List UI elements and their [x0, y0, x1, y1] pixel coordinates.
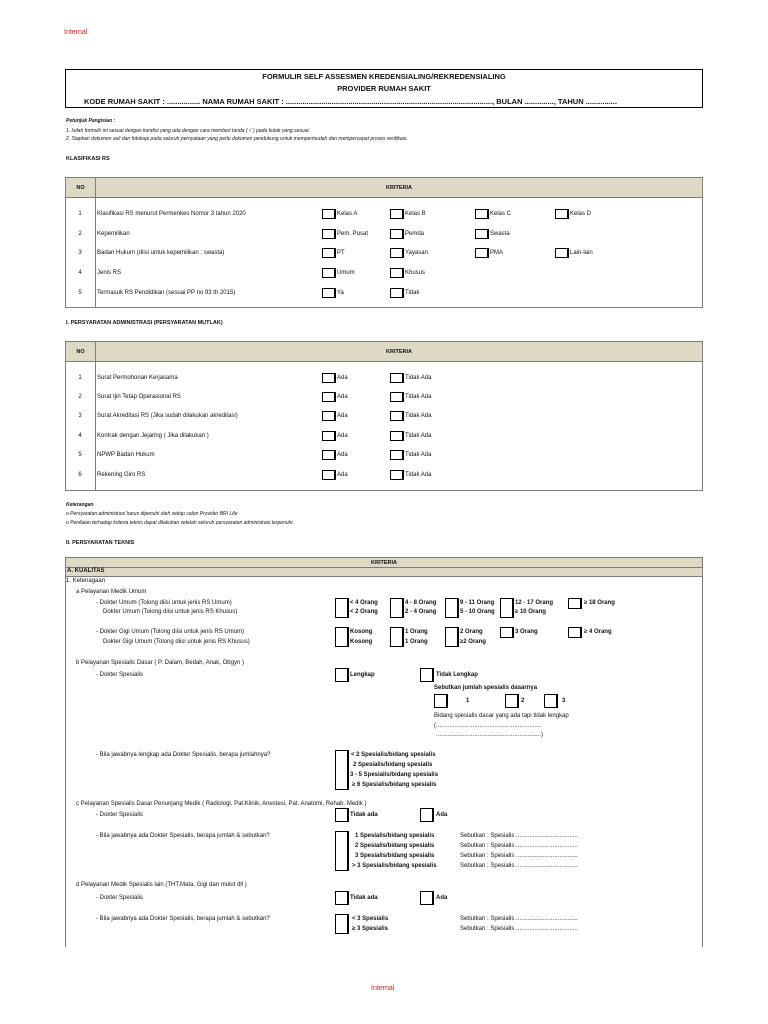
checkbox-group-dokter-gigi[interactable] [445, 627, 459, 647]
checkbox-ada[interactable]: Ada [322, 431, 348, 441]
option-label: Ada [436, 812, 448, 818]
checkbox-tidak-ada[interactable] [335, 808, 349, 822]
checkbox-jumlah-1[interactable] [434, 694, 448, 708]
row-number: 4 [78, 270, 82, 276]
option-label: 2 Orang [460, 629, 483, 635]
option-label: Tidak Lengkap [436, 672, 478, 678]
col-kriteria: KRITERIA [386, 348, 412, 355]
administrasi-table-header [65, 341, 703, 362]
checkbox-3-orang[interactable] [500, 627, 514, 638]
checkbox-jumlah-3[interactable] [544, 694, 558, 708]
option-label: ≥2 Orang [460, 639, 486, 645]
bidang-spesialis-label: Bidang spesialis dasar yang ada tapi tidak lengkap [434, 713, 569, 719]
row-number: 4 [78, 433, 82, 439]
option-label: 1 Orang [405, 629, 428, 635]
col-no: NO [66, 178, 96, 197]
option-label: Ada [436, 895, 448, 901]
checkbox-ada[interactable]: Ada [322, 470, 348, 480]
option-label: 3 Spesialis/bidang spesialis [355, 853, 435, 859]
dokter-gigi-rs-khusus: Dokter Gigi Umum (Tolong diisi untuk jenis RS Khusus) [103, 639, 250, 645]
row-number: 2 [78, 231, 82, 237]
option-label: 3 - 5 Spesialis/bidang spesialis [350, 772, 439, 778]
row-text: Badan Hukum (diisi untuk kepemilikan : swasta) [97, 250, 225, 256]
checkbox-group-spesialis-lain[interactable] [335, 914, 349, 934]
option-label: ≥ 6 Spesialis/bidang spesialis [352, 782, 437, 788]
option-label: Kosong [350, 629, 373, 635]
option-label: 9 - 11 Orang [460, 600, 495, 606]
option-label: Lengkap [350, 672, 375, 678]
checkbox-tidak-ada[interactable]: Tidak Ada [390, 431, 431, 441]
dokter-umum-rs-khusus: Dokter Umum (Tolong diisi untuk jenis RS Khusus) [103, 609, 238, 615]
jumlah-spesialis-question: - Bila jawabnya ada Dokter Spesialis, berapa jumlah & sebutkan? [96, 833, 270, 839]
sebutkan-field[interactable]: Sebutkan : Spesialis ..................................... [460, 853, 578, 859]
row-text: Surat Permohonan Kerjasama [97, 375, 178, 381]
option-label: 1 [466, 698, 470, 704]
klasifikasi-table-header [65, 177, 703, 198]
row-text: Klasifikasi RS menurut Permenkes Nomor 3 tahun 2020 [97, 211, 246, 217]
checkbox-ada[interactable]: Ada [322, 392, 348, 402]
checkbox-group-dokter-umum[interactable] [390, 598, 404, 618]
keterangan-item: o Penilaian terhadap kriteria teknis dapat dilakukan setelah seluruh persyaratan administrasi terpenuhi. [66, 520, 294, 526]
table-border [702, 362, 703, 491]
bidang-spesialis-field[interactable]: (............................................................... [434, 723, 542, 729]
ketenagaan-label: 1. Ketenagaan [66, 578, 106, 584]
penunjang-medik-title: c Pelayanan Spesialis Dasar Penunjang Medik ( Radiologi, Pat.Klinik, Anestesi, Pat. Anatomi, Rehab. Medik ) [76, 801, 367, 807]
row-text: Surat Ijin Tetap Operasional RS [97, 394, 181, 400]
checkbox-4-orang[interactable] [568, 627, 582, 638]
option-label: Kosong [350, 639, 373, 645]
option-label: 2 Spesialis/bidang spesialis [355, 843, 435, 849]
dokter-gigi-rs-umum: - Dokter Gigi Umum (Tolong diisi untuk jenis RS Umum) [96, 629, 245, 635]
row-text: NPWP Badan Hukum [97, 452, 155, 458]
table-border [65, 490, 703, 491]
section-title-klasifikasi: KLASIFIKASI RS [66, 156, 110, 162]
option-label: 1 Orang [405, 639, 428, 645]
checkbox-kelas-a[interactable]: Kelas A [322, 209, 357, 219]
row-text: Kontrak dengan Jejaring ( Jika dilakukan ) [97, 433, 209, 439]
option-label: ≥ 4 Orang [584, 629, 612, 635]
checkbox-ada[interactable]: Ada [322, 411, 348, 421]
sebutkan-field[interactable]: Sebutkan : Spesialis ..................................... [460, 833, 578, 839]
jumlah-spesialis-question: - Bila jawabnya ada Dokter Spesialis, berapa jumlah & sebutkan? [96, 916, 270, 922]
sebutkan-field[interactable]: Sebutkan : Spesialis ..................................... [460, 916, 578, 922]
checkbox-group-jumlah-spesialis[interactable] [335, 750, 349, 790]
dokter-spesialis-label: - Dokter Spesialis [96, 895, 144, 901]
option-label: 3 [562, 698, 566, 704]
checkbox-ada[interactable] [420, 891, 434, 905]
row-number: 3 [78, 250, 82, 256]
row-text: Rekening Giro RS [97, 472, 146, 478]
option-label: Tidak ada [350, 895, 378, 901]
option-label: ≥ 18 Orang [584, 600, 615, 606]
form-subtitle: PROVIDER RUMAH SAKIT [337, 84, 431, 93]
checkbox-group-dokter-umum[interactable] [445, 598, 459, 618]
checkbox-swasta[interactable]: Swasta [475, 229, 510, 239]
row-number: 1 [78, 375, 82, 381]
internal-label-bottom: Internal [371, 985, 395, 992]
checkbox-tidak-ada[interactable]: Tidak Ada [390, 450, 431, 460]
checkbox-jumlah-2[interactable] [505, 694, 519, 708]
bidang-spesialis-field[interactable]: ...............................................................) [436, 732, 544, 738]
sebutkan-field[interactable]: Sebutkan : Spesialis ..................................... [460, 843, 578, 849]
row-text: Jenis RS [97, 270, 122, 276]
table-border [702, 577, 703, 947]
option-label: 2 - 4 Orang [405, 609, 437, 615]
row-number: 6 [78, 472, 82, 478]
checkbox-pma[interactable]: PMA [475, 248, 503, 258]
option-label: ≥ 10 Orang [515, 609, 546, 615]
section-title-teknis: II. PERSYARATAN TEKNIS [66, 540, 135, 546]
form-header [65, 69, 703, 108]
spesialis-lain-title: d Pelayanan Medik Spesialis lain (THT,Mata, Gigi dan mulut dll ) [76, 882, 247, 888]
option-label: > 3 Spesialis/bidang spesialis [352, 863, 437, 869]
dokter-umum-rs-umum: - Dokter Umum (Tolong diisi untuk jenis RS Umum) [96, 600, 232, 606]
table-border [95, 362, 96, 491]
checkbox-tidak-ada[interactable] [335, 891, 349, 905]
checkbox-tidak-ada[interactable]: Tidak Ada [390, 373, 431, 383]
option-label: < 2 Spesialis/bidang spesialis [351, 752, 436, 758]
option-label: < 3 Spesialis [352, 916, 389, 922]
col-no: NO [66, 342, 96, 361]
sebutkan-jumlah-label: Sebutkan jumlah spesialis dasarnya [434, 685, 538, 691]
table-border [702, 198, 703, 308]
checkbox-lain-lain[interactable]: Lain-lain [555, 248, 593, 258]
checkbox-tidak-ada[interactable]: Tidak Ada [390, 411, 431, 421]
option-label: < 2 Orang [350, 609, 378, 615]
checkbox-kelas-b[interactable]: Kelas B [390, 209, 426, 219]
checkbox-ada[interactable] [420, 808, 434, 822]
option-label: 5 - 10 Orang [460, 609, 495, 615]
checkbox-kelas-d[interactable]: Kelas D [555, 209, 591, 219]
pelayanan-spesialis-dasar-title: b Pelayanan Spesialis Dasar ( P. Dalam, Bedah, Anak, Obgyn ) [76, 660, 244, 666]
option-label: Tidak ada [350, 812, 378, 818]
option-label: 3 Orang [515, 629, 538, 635]
option-label: 12 - 17 Orang [515, 600, 554, 606]
hospital-id-line: KODE RUMAH SAKIT : ................ NAMA RUMAH SAKIT : ..................................................................................................., BULAN .............., TAHUN ............... [84, 97, 617, 106]
keterangan-item: o Persyaratan administrasi harus dipenuhi oleh setiap calon Provider BRI Life [66, 511, 238, 517]
checkbox-tidak-lengkap[interactable] [420, 668, 434, 682]
checkbox-pemda[interactable]: Pemda [390, 229, 424, 239]
checkbox-yayasan[interactable]: Yayasan [390, 248, 428, 258]
checkbox-pem-pusat[interactable]: Pem. Pusat [322, 229, 368, 239]
form-title: FORMULIR SELF ASSESMEN KREDENSIALING/REKREDENSIALING [262, 72, 506, 81]
checkbox-group-dokter-gigi[interactable] [390, 627, 404, 647]
sebutkan-field[interactable]: Sebutkan : Spesialis ..................................... [460, 926, 578, 932]
option-label: 2 [521, 698, 525, 704]
checkbox-ada[interactable]: Ada [322, 450, 348, 460]
row-number: 3 [78, 413, 82, 419]
sebutkan-field[interactable]: Sebutkan : Spesialis ..................................... [460, 863, 578, 869]
internal-label-top: Internal [64, 29, 88, 36]
row-number: 5 [78, 452, 82, 458]
checkbox-pt[interactable]: PT [322, 248, 345, 258]
col-kriteria: KRITERIA [386, 184, 412, 191]
option-label: 4 - 8 Orang [405, 600, 437, 606]
teknis-kriteria-header [65, 557, 703, 568]
checkbox-ya[interactable]: Ya [322, 288, 344, 298]
checkbox-tidak[interactable]: Tidak [390, 288, 419, 298]
checkbox-group-penunjang[interactable] [335, 831, 349, 871]
dokter-spesialis-label: - Dokter Spesialis [96, 672, 144, 678]
row-number: 1 [78, 211, 82, 217]
checkbox-lengkap[interactable] [335, 668, 349, 682]
col-kriteria: KRITERIA [371, 559, 397, 566]
row-text: Surat Akreditasi RS (Jika sudah dilakukan akreditasi) [97, 413, 238, 419]
table-border [65, 577, 66, 947]
row-number: 5 [78, 290, 82, 296]
row-number: 2 [78, 394, 82, 400]
checkbox-group-dokter-gigi[interactable] [335, 627, 349, 647]
checkbox-umum[interactable]: Umum [322, 268, 355, 278]
kualitas-band: A. KUALITAS [65, 568, 703, 577]
checkbox-tidak-ada[interactable]: Tidak Ada [390, 392, 431, 402]
keterangan-title: Keterangan [66, 502, 94, 508]
pelayanan-medik-umum-title: a Pelayanan Medik Umum [76, 589, 147, 595]
jumlah-spesialis-question: - Bila jawabnya lengkap ada Dokter Spesialis, berapa jumlahnya? [96, 752, 271, 758]
option-label: < 4 Orang [350, 600, 378, 606]
checkbox-ada[interactable]: Ada [322, 373, 348, 383]
checkbox-kelas-c[interactable]: Kelas C [475, 209, 511, 219]
instructions-title: Petunjuk Pengisian : [66, 118, 116, 124]
checkbox-group-dokter-umum[interactable] [335, 598, 349, 618]
row-text: Kepemilikan [97, 231, 130, 237]
section-title-administrasi: I. PERSYARATAN ADMINISTRASI (PERSYARATAN MUTLAK) [66, 320, 223, 326]
table-border [65, 307, 703, 308]
table-border [95, 198, 96, 308]
instruction-item: 1. Isilah formulir ini sesuai dengan kondisi yang ada dengan cara memberi tanda ( √ ) pada kotak yang sesuai. [66, 128, 310, 134]
checkbox-18-orang[interactable] [568, 598, 582, 609]
checkbox-tidak-ada[interactable]: Tidak Ada [390, 470, 431, 480]
checkbox-group-dokter-umum[interactable] [500, 598, 514, 618]
instruction-item: 2. Siapkan dokumen asli dan fotokopi pada seluruh pernyataan yang perlu dokumen pendukung untuk mempermudah dan mempercepat proses verifikasi. [66, 136, 408, 142]
row-text: Termasuk RS Pendidikan (sesuai PP no 93 th 2015) [97, 290, 236, 296]
option-label: 2 Spesialis/bidang spesialis [353, 762, 433, 768]
option-label: ≥ 3 Spesialis [352, 926, 388, 932]
checkbox-khusus[interactable]: Khusus [390, 268, 425, 278]
option-label: 1 Spesialis/bidang spesialis [355, 833, 435, 839]
dokter-spesialis-label: - Dokter Spesialis [96, 812, 144, 818]
